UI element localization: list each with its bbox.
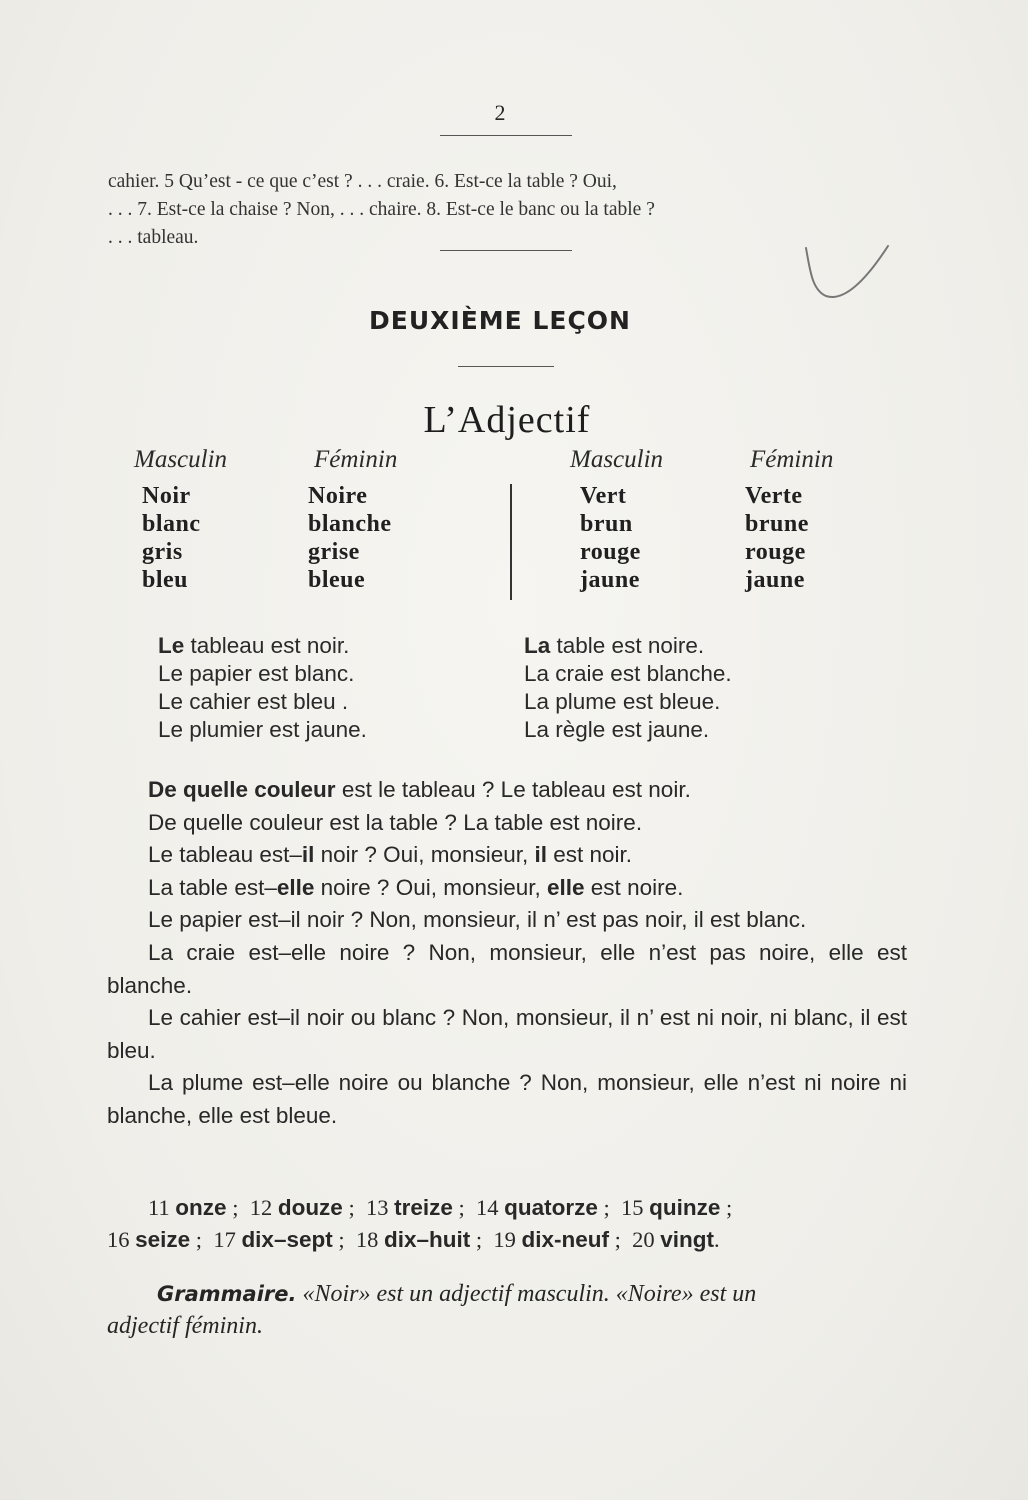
exercise-line: . . . 7. Est-ce la chaise ? Non, . . . chaire. 8. Est-ce le banc ou la table ? — [108, 199, 655, 220]
adjective: rouge — [580, 539, 641, 565]
number-line: 16 seize ; 17 dix–sept ; 18 dix–huit ; 19 dix-neuf ; 20 vingt. — [107, 1227, 720, 1252]
adjective: brune — [745, 511, 809, 537]
dialogue-paragraph: Le cahier est–il noir ou blanc ? Non, monsieur, il n’ est ni noir, ni blanc, il est bleu. — [107, 1005, 907, 1063]
dialogue — [107, 774, 907, 1133]
section-title: L’Adjectif — [423, 399, 591, 441]
example-sentence: Le cahier est bleu . — [158, 689, 349, 714]
feminine-examples — [524, 632, 732, 744]
left-feminine-column — [308, 482, 392, 594]
example-sentence: Le papier est blanc. — [158, 661, 355, 686]
page-number: 2 — [494, 100, 506, 125]
adjective: grise — [308, 539, 360, 565]
dialogue-paragraph: Le tableau est–il noir ? Oui, monsieur, il est noir. — [148, 842, 633, 868]
dialogue-paragraph: La craie est–elle noire ? Non, monsieur, elle n’est pas noire, elle est blanche. — [107, 939, 907, 998]
example-sentence: La craie est blanche. — [524, 661, 732, 686]
number-list — [107, 1192, 907, 1256]
adjective: blanc — [142, 511, 201, 537]
grammar-note — [107, 1278, 907, 1342]
grammar-line: Grammaire. «Noir» est un adjectif masculin. «Noire» est un — [157, 1281, 757, 1307]
right-masculine-column — [580, 482, 641, 594]
adjective: rouge — [745, 539, 806, 565]
dialogue-paragraph: La table est–elle noire ? Oui, monsieur, elle est noire. — [148, 874, 684, 900]
exercise-line: cahier. 5 Qu’est - ce que c’est ? . . . craie. 6. Est-ce la table ? Oui, — [108, 171, 617, 192]
adjective: Verte — [745, 483, 803, 509]
dialogue-paragraph: Le papier est–il noir ? Non, monsieur, il n’ est pas noir, il est blanc. — [148, 907, 807, 933]
left-masculine-column — [142, 482, 201, 594]
dialogue-paragraph: La plume est–elle noire ou blanche ? Non, monsieur, elle n’est ni noire ni blanche, elle est bleue. — [107, 1070, 907, 1128]
adjective: gris — [142, 539, 183, 565]
adjective: blanche — [308, 511, 392, 537]
column-divider — [510, 484, 512, 600]
section-rule — [440, 250, 572, 251]
adjective: bleue — [308, 567, 366, 593]
example-sentence: Le plumier est jaune. — [158, 717, 367, 742]
masculine-examples — [158, 632, 367, 744]
adjective: Noire — [308, 483, 368, 509]
dialogue-paragraph: De quelle couleur est la table ? La table est noire. — [148, 809, 643, 835]
number-line: 11 onze ; 12 douze ; 13 treize ; 14 quatorze ; 15 quinze ; — [148, 1195, 733, 1220]
dialogue-paragraph: De quelle couleur est le tableau ? Le tableau est noir. — [148, 777, 691, 802]
header-masculin-left: Masculin — [134, 446, 228, 473]
adjective: bleu — [142, 567, 189, 593]
previous-exercise — [108, 168, 908, 252]
adjective: jaune — [745, 567, 805, 593]
example-sentence: La plume est bleue. — [524, 689, 721, 714]
header-feminin-left: Féminin — [314, 446, 398, 473]
lesson-title: DEUXIÈME LEÇON — [369, 306, 631, 335]
adjective: Vert — [580, 483, 627, 509]
title-rule — [458, 366, 554, 367]
adjective: brun — [580, 511, 633, 537]
example-sentence: Le tableau est noir. — [158, 633, 350, 658]
example-sentence: La table est noire. — [524, 633, 705, 658]
example-sentence: La règle est jaune. — [524, 717, 710, 742]
header-feminin-right: Féminin — [750, 446, 834, 473]
adjective: jaune — [580, 567, 640, 593]
grammar-line: adjectif féminin. — [107, 1313, 263, 1339]
exercise-line: . . . tableau. — [108, 227, 199, 248]
header-masculin-right: Masculin — [570, 446, 664, 473]
grammar-label: Grammaire. — [157, 1282, 297, 1306]
right-feminine-column — [745, 482, 809, 594]
adjective: Noir — [142, 483, 191, 509]
top-rule — [440, 135, 572, 136]
check-mark-icon — [804, 240, 894, 310]
